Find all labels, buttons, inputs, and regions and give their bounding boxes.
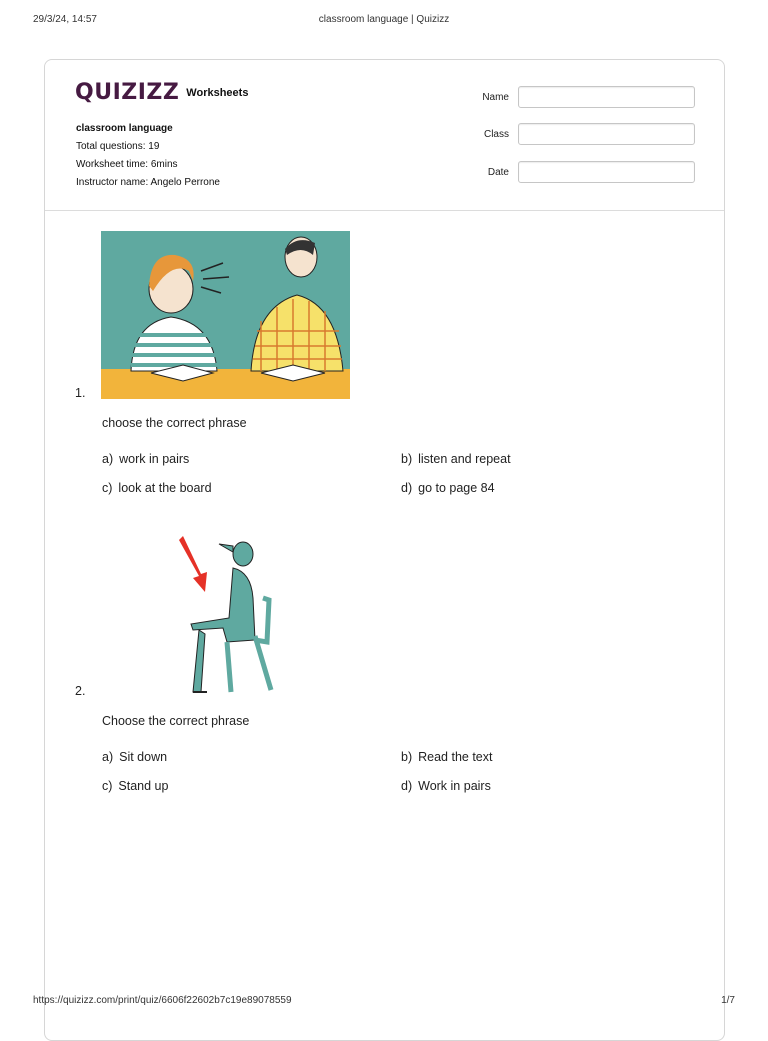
brand-label: Worksheets — [186, 86, 249, 99]
question-2-image — [171, 532, 277, 694]
print-datetime: 29/3/24, 14:57 — [33, 14, 97, 25]
name-label: Name — [482, 91, 509, 103]
date-field-row — [465, 161, 695, 183]
worksheet-meta — [76, 120, 220, 192]
question-prompt: choose the correct phrase — [102, 416, 247, 430]
print-url: https://quizizz.com/print/quiz/6606f22602b7c19e89078559 — [33, 995, 292, 1006]
option-c[interactable]: c) look at the board — [102, 481, 212, 495]
worksheet-header — [45, 60, 724, 211]
question-number: 1. — [75, 386, 86, 400]
quizizz-logo: QUIZIZZ — [75, 80, 180, 105]
option-c[interactable]: c) Stand up — [102, 779, 169, 793]
worksheet-card — [44, 59, 725, 1041]
page-count: 1/7 — [721, 995, 735, 1006]
question-number: 2. — [75, 684, 86, 698]
worksheet-title: classroom language — [76, 123, 173, 134]
question-prompt: Choose the correct phrase — [102, 714, 250, 728]
brand — [75, 80, 248, 105]
option-a[interactable]: a) work in pairs — [102, 452, 190, 466]
date-field[interactable] — [518, 161, 695, 183]
option-d[interactable]: d) Work in pairs — [401, 779, 491, 793]
print-page-title: classroom language | Quizizz — [318, 14, 450, 25]
option-a[interactable]: a) Sit down — [102, 750, 168, 764]
name-field[interactable] — [518, 86, 695, 108]
class-label: Class — [483, 128, 509, 140]
worksheet-time: Worksheet time: 6mins — [76, 159, 178, 170]
question-1-image — [101, 231, 350, 399]
option-b[interactable]: b) Read the text — [401, 750, 493, 764]
name-field-row — [465, 86, 695, 108]
option-d[interactable]: d) go to page 84 — [401, 481, 495, 495]
option-b[interactable]: b) listen and repeat — [401, 452, 511, 466]
instructor-name: Instructor name: Angelo Perrone — [76, 177, 220, 188]
class-field-row — [465, 123, 695, 145]
total-questions: Total questions: 19 — [76, 141, 160, 152]
date-label: Date — [487, 166, 509, 178]
class-field[interactable] — [518, 123, 695, 145]
